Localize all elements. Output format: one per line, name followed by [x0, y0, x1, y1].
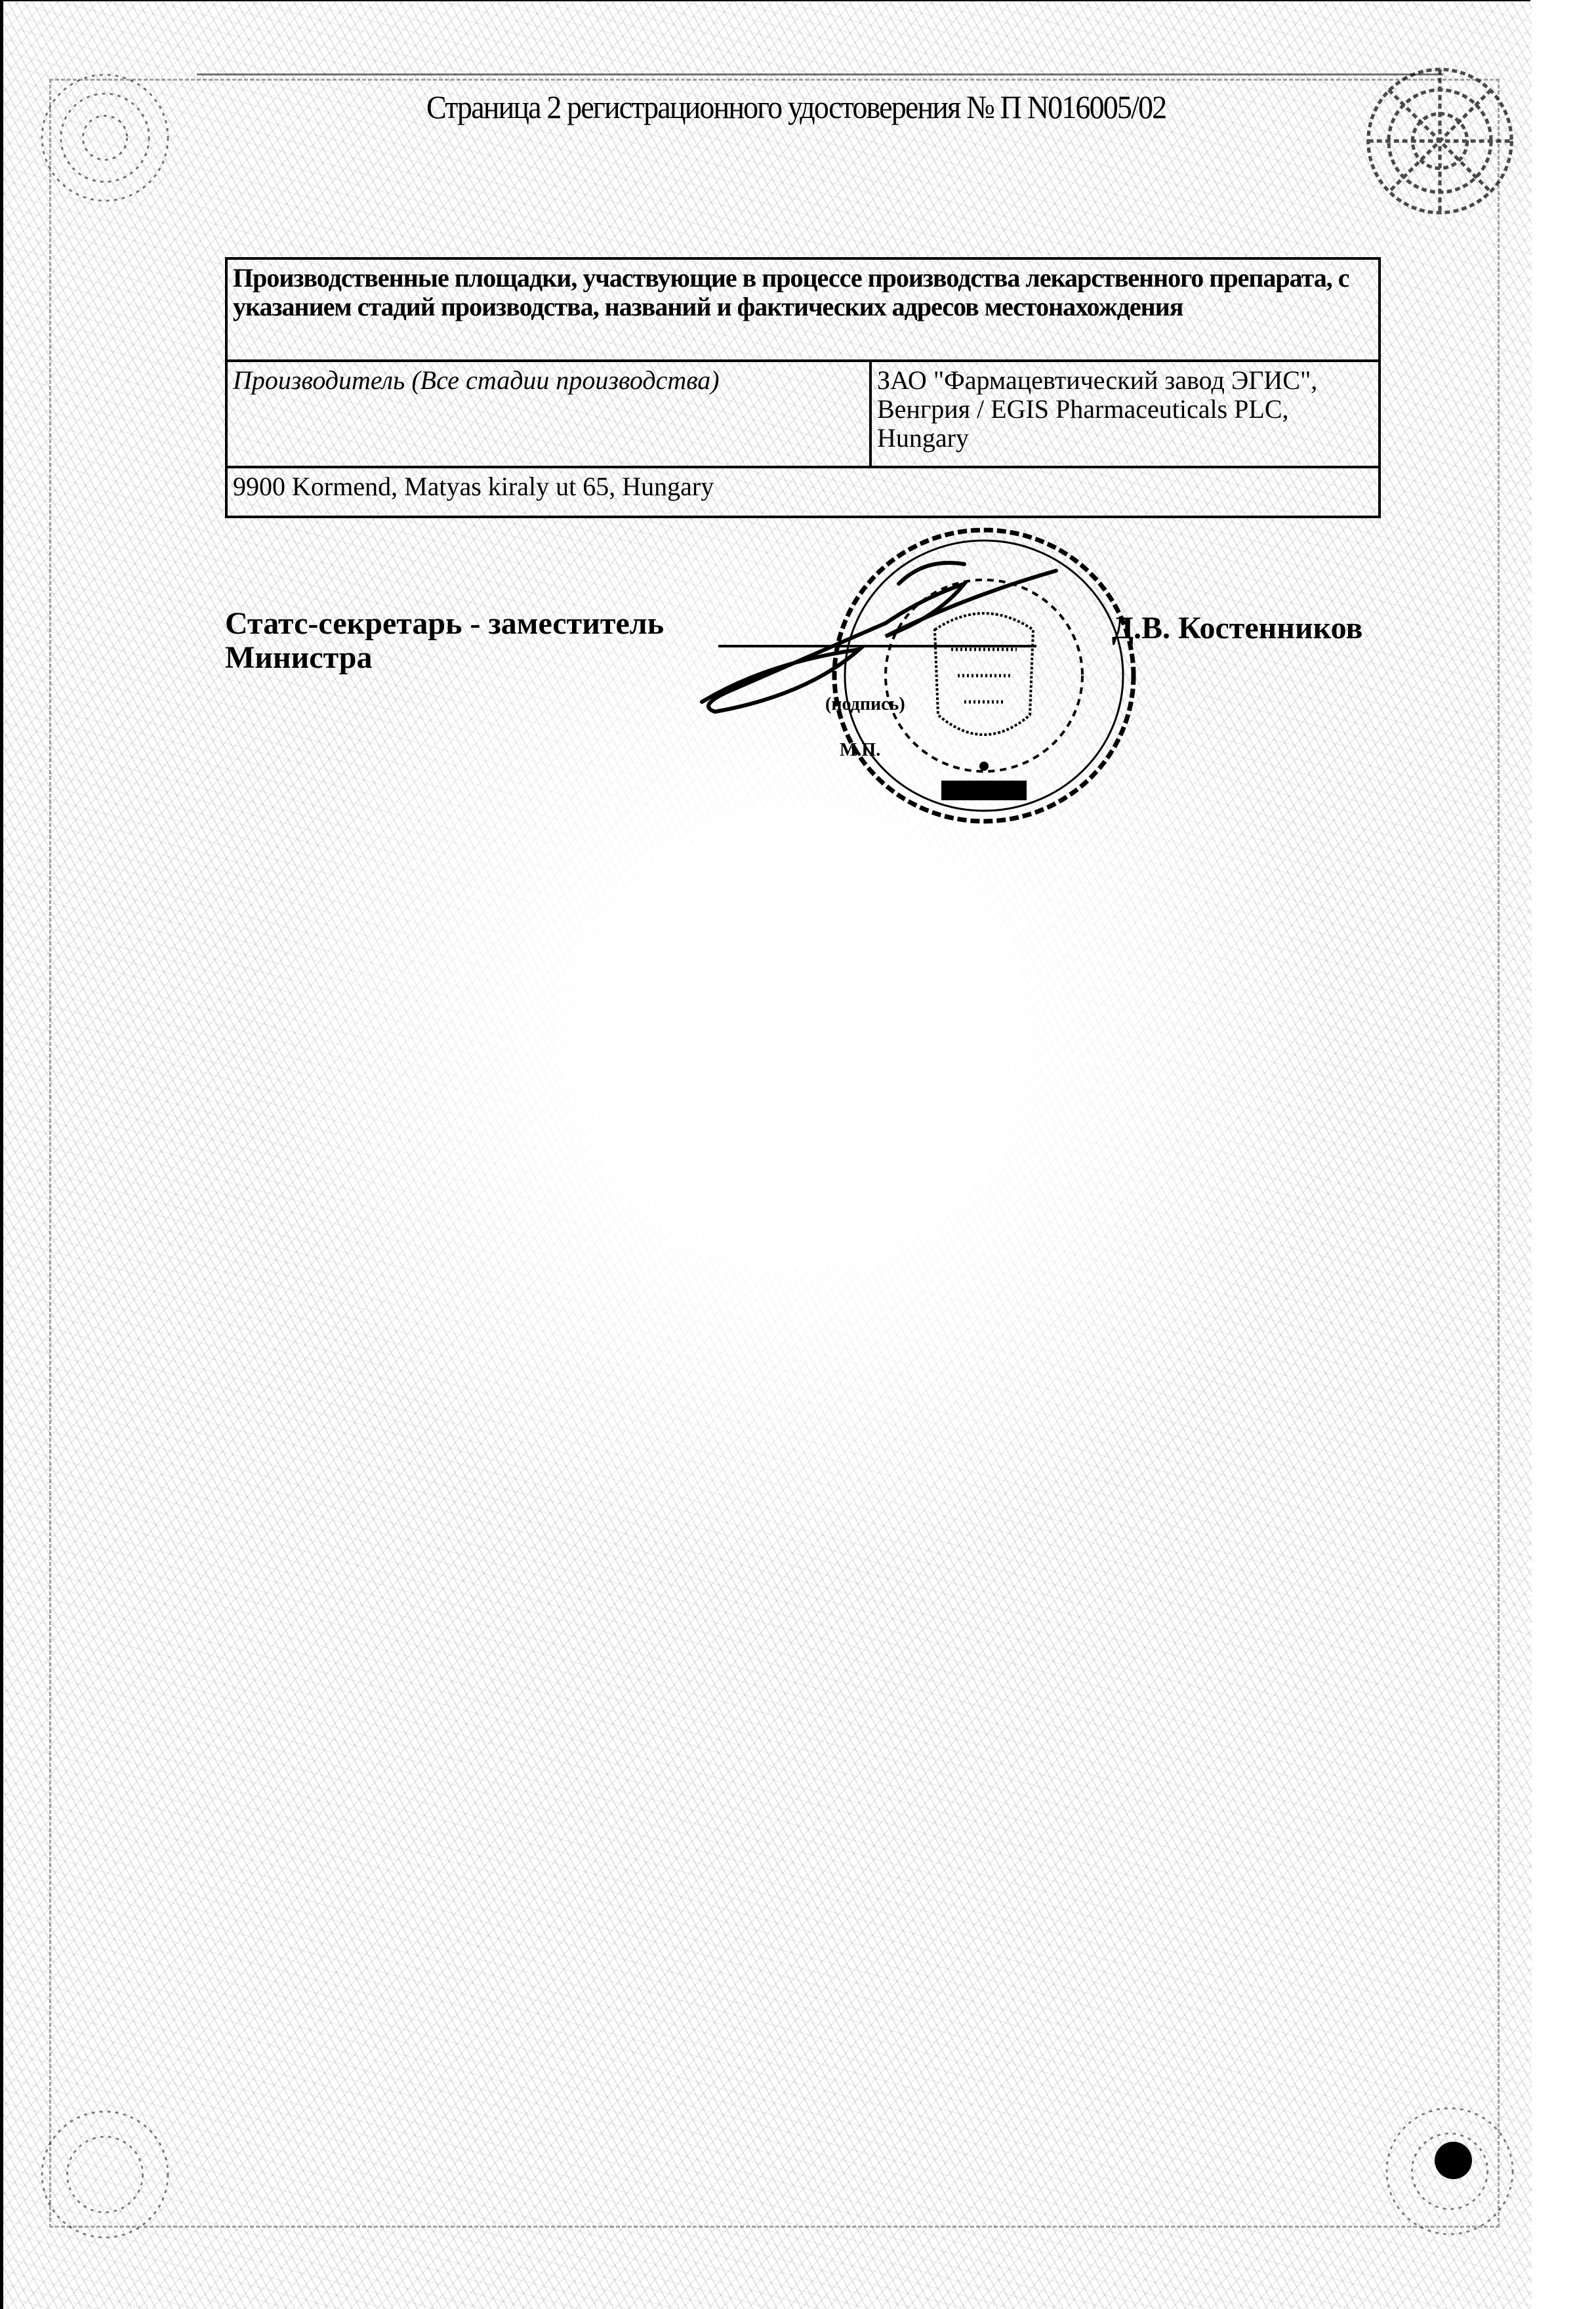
handwritten-signature	[689, 544, 1161, 722]
table-header-row	[226, 258, 1380, 361]
manufacturer-address-cell: 9900 Kormend, Matyas kiraly ut 65, Hungary	[226, 467, 1380, 517]
scan-edge-left	[0, 0, 3, 2309]
header-ornament-rule	[197, 73, 1443, 75]
table-header-cell: Производственные площадки, участвующие в процессе производства лекарственного препарата, с указанием стадий производства, названий и фактических адресов местонахождения	[226, 258, 1380, 361]
signatory-position	[225, 607, 664, 675]
table-row	[226, 467, 1380, 517]
rosette-ornament-top-left-icon	[26, 59, 184, 216]
rosette-ornament-bottom-left-icon	[26, 2096, 184, 2253]
production-sites-table	[225, 257, 1381, 518]
scan-punch-mark	[1435, 2142, 1472, 2179]
seal-caption: М.П.	[840, 740, 881, 760]
scan-margin-right	[1532, 0, 1596, 2309]
signatory-name: Д.В. Костенников	[1112, 611, 1363, 645]
page-title: Страница 2 регистрационного удостоверения № П N016005/02	[426, 89, 1166, 125]
signature-line	[718, 645, 1036, 647]
manufacturer-company-cell: ЗАО "Фармацевтический завод ЭГИС", Венгрия / EGIS Pharmaceuticals PLC, Hungary	[870, 361, 1380, 467]
table-row	[226, 361, 1380, 467]
rosette-ornament-top-right-icon	[1355, 56, 1525, 226]
manufacturer-role-cell: Производитель (Все стадии производства)	[226, 361, 870, 467]
signatory-position-line2: Министра	[225, 640, 373, 675]
signature-caption: (подпись)	[825, 694, 905, 714]
scan-edge-top	[0, 0, 1530, 1]
signatory-position-line1: Статс-секретарь - заместитель	[225, 606, 665, 641]
